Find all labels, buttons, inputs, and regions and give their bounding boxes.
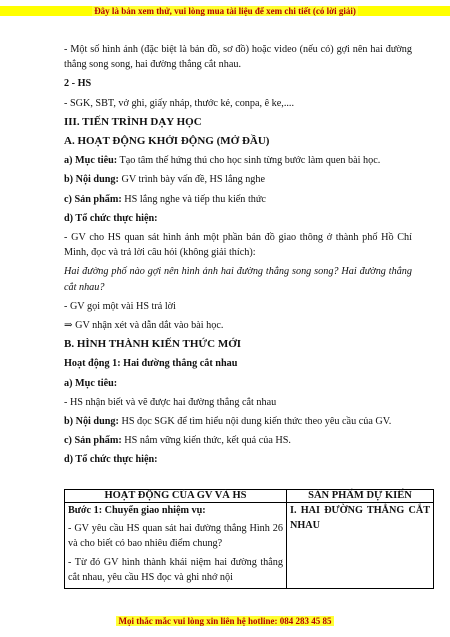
section-heading: 2 - HS — [64, 78, 92, 90]
section-heading: B. HÌNH THÀNH KIẾN THỨC MỚI — [64, 338, 242, 351]
hotline-footer: Mọi thắc mắc vui lòng xin liên hệ hotline: 084 283 45 85 — [118, 616, 332, 626]
table-cell — [65, 503, 287, 589]
table-header: SẢN PHẨM DỰ KIẾN — [287, 490, 434, 503]
paragraph: a) Mục tiêu: — [64, 377, 118, 389]
document-body — [64, 42, 412, 472]
question: Hai đường phố nào gợi nên hình ảnh hai đường thẳng song song? Hai đường thẳng cắt nhau? — [64, 266, 412, 293]
table-cell — [287, 503, 434, 589]
cell-text: - Từ đó GV hình thành khái niệm hai đường thẳng cắt nhau, yêu cầu HS đọc và ghi nhớ nội — [68, 556, 283, 583]
preview-banner: Đây là bản xem thử, vui lòng mua tài liệu để xem chi tiết (có lời giải) — [0, 6, 450, 16]
paragraph: c) Sản phẩm: HS nắm vững kiến thức, kết quả của HS. — [64, 435, 291, 447]
paragraph: b) Nội dung: GV trình bày vấn đề, HS lắng nghe — [64, 174, 266, 186]
paragraph: ⇒ GV nhận xét và dẫn dắt vào bài học. — [64, 320, 224, 332]
cell-text: I. HAI ĐƯỜNG THẲNG CẮT NHAU — [290, 505, 430, 532]
table-header: HOẠT ĐỘNG CỦA GV VÀ HS — [65, 490, 287, 503]
paragraph: b) Nội dung: HS đọc SGK để tìm hiểu nội dung kiến thức theo yêu cầu của GV. — [64, 416, 392, 428]
activity-table — [64, 489, 434, 589]
activity-heading: Hoạt động 1: Hai đường thẳng cắt nhau — [64, 358, 238, 370]
section-heading: III. TIẾN TRÌNH DẠY HỌC — [64, 115, 202, 128]
step-label: Bước 1: Chuyển giao nhiệm vụ: — [68, 505, 206, 516]
cell-text: - GV yêu cầu HS quan sát hai đường thẳng Hình 26 và cho biết có bao nhiêu điểm chung? — [68, 523, 283, 550]
paragraph: c) Sản phẩm: HS lắng nghe và tiếp thu kiến thức — [64, 193, 266, 205]
paragraph: - SGK, SBT, vở ghi, giấy nháp, thước kẻ, conpa, ê ke,.... — [64, 97, 295, 109]
paragraph: - HS nhận biết và vẽ được hai đường thẳng cắt nhau — [64, 396, 277, 408]
paragraph: d) Tổ chức thực hiện: — [64, 454, 158, 466]
section-heading: A. HOẠT ĐỘNG KHỞI ĐỘNG (MỞ ĐẦU) — [64, 135, 270, 148]
paragraph: - GV gọi một vài HS trả lời — [64, 300, 176, 312]
paragraph: - Một số hình ảnh (đặc biệt là bản đồ, sơ đồ) hoặc video (nếu có) gợi nên hai đường thẳng song song, hai đường thẳng cắt nhau. — [64, 44, 412, 71]
paragraph: d) Tổ chức thực hiện: — [64, 212, 158, 224]
paragraph: a) Mục tiêu: Tạo tâm thế hứng thú cho học sinh từng bước làm quen bài học. — [64, 155, 381, 167]
paragraph: - GV cho HS quan sát hình ảnh một phần bản đồ giao thông ở thành phố Hồ Chí Minh, đọc và trả lời câu hỏi (không giải thích): — [64, 232, 412, 259]
